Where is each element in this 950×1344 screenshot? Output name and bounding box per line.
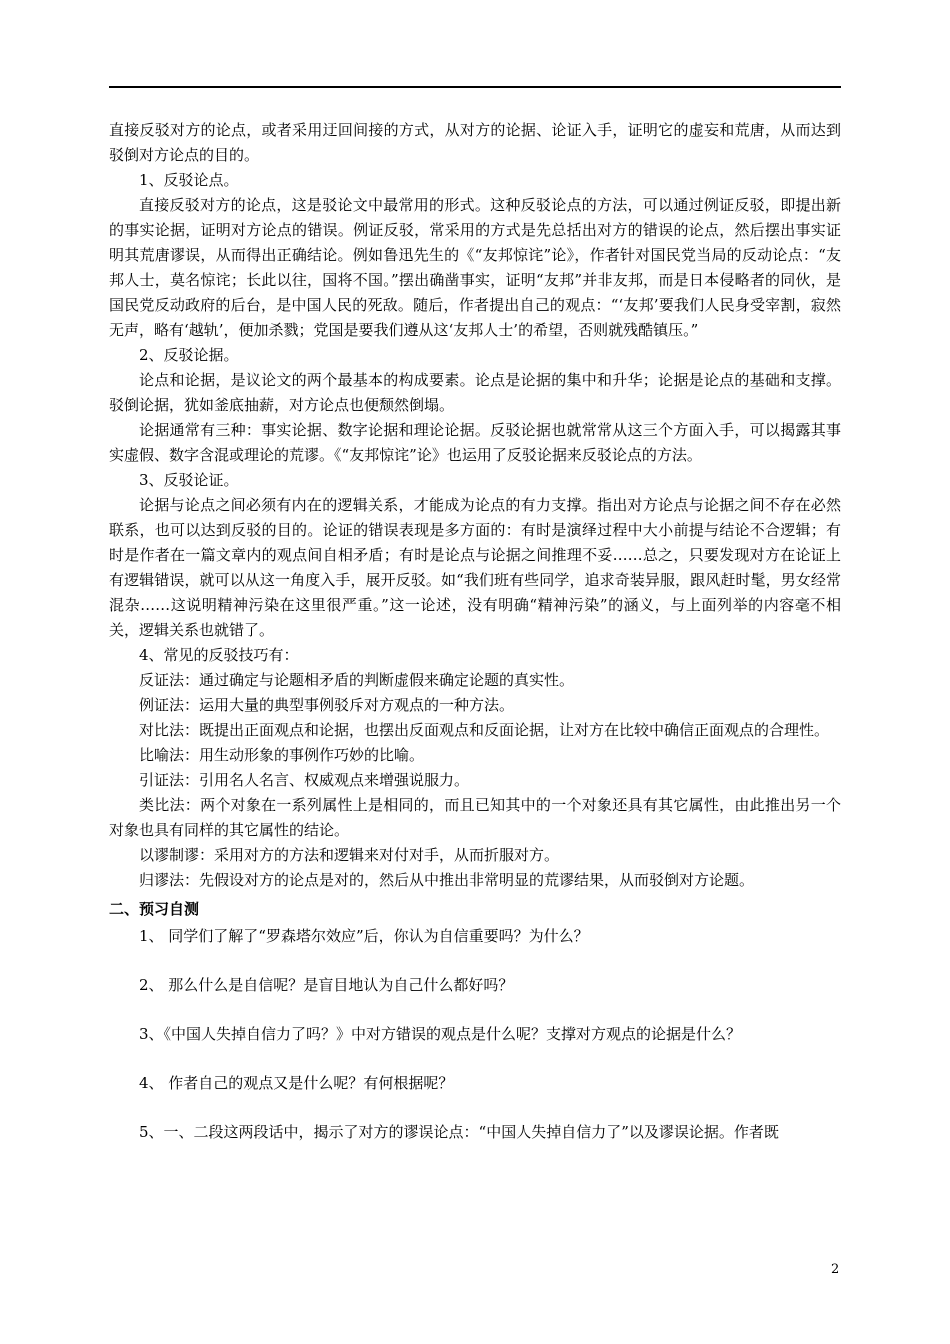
- document-body: [109, 118, 841, 1145]
- section-heading: 二、预习自测: [109, 900, 200, 918]
- question-item: 5、一、二段这两段话中，揭示了对方的谬误论点：“中国人失掉自信力了”以及谬误论据。作者既: [139, 1123, 779, 1141]
- technique-item: 比喻法：用生动形象的事例作巧妙的比喻。: [139, 746, 425, 764]
- technique-item: 以谬制谬：采用对方的方法和逻辑来对付对手，从而折服对方。: [139, 846, 560, 864]
- technique-item: 对比法：既提出正面观点和论据，也摆出反面观点和反面论据，让对方在比较中确信正面观点的合理性。: [139, 721, 830, 739]
- page-number: 2: [831, 1262, 840, 1277]
- subheading-refute-evidence: 2、反驳论据。: [139, 346, 239, 364]
- paragraph: 论据与论点之间必须有内在的逻辑关系，才能成为论点的有力支撑。指出对方论点与论据之间不存在必然联系，也可以达到反驳的目的。论证的错误表现是多方面的：有时是演绎过程中大小前提与结论不合逻辑；有时是作者在一篇文章内的观点间自相矛盾；有时是论点与论据之间推理不妥……总之，只要发现对方在论证上有逻辑错误，就可以从这一角度入手，展开反驳。如“我们班有些同学，追求奇装异服，跟风赶时髦，男女经常混杂……这说明精神污染在这里很严重。”这一论述，没有明确“精神污染”的涵义，与上面列举的内容毫不相关，逻辑关系也就错了。: [109, 496, 841, 639]
- question-item: 4、 作者自己的观点又是什么呢？有何根据呢？: [139, 1074, 454, 1092]
- question-item: 3、《中国人失掉自信力了吗？》中对方错误的观点是什么呢？支撑对方观点的论据是什么？: [139, 1025, 742, 1043]
- header-rule: [109, 86, 841, 88]
- technique-item: 反证法：通过确定与论题相矛盾的判断虚假来确定论题的真实性。: [139, 671, 575, 689]
- technique-item: 类比法：两个对象在一系列属性上是相同的，而且已知其中的一个对象还具有其它属性，由此推出另一个对象也具有同样的其它属性的结论。: [109, 796, 841, 839]
- paragraph: 直接反驳对方的论点，这是驳论文中最常用的形式。这种反驳论点的方法，可以通过例证反驳，即提出新的事实论据，证明对方论点的错误。例证反驳，常采用的方式是先总括出对方的错误的论点，然后摆出事实证明其荒唐谬误，从而得出正确结论。例如鲁迅先生的《“友邦惊诧”论》，作者针对国民党当局的反动论点：“友邦人士，莫名惊诧；长此以往，国将不国。”摆出确凿事实，证明“友邦”并非友邦，而是日本侵略者的同伙，是国民党反动政府的后台，是中国人民的死敌。随后，作者提出自己的观点：“‘友邦’要我们人民身受宰割，寂然无声，略有‘越轨’，便加杀戮；党国是要我们遵从这‘友邦人士’的希望，否则就残酷镇压。”: [109, 196, 841, 339]
- paragraph: 论据通常有三种：事实论据、数字论据和理论论据。反驳论据也就常常从这三个方面入手，可以揭露其事实虚假、数字含混或理论的荒谬。《“友邦惊诧”论》也运用了反驳论据来反驳论点的方法。: [109, 421, 841, 464]
- technique-item: 引证法：引用名人名言、权威观点来增强说服力。: [139, 771, 470, 789]
- subheading-techniques: 4、常见的反驳技巧有：: [139, 646, 299, 664]
- subheading-refute-thesis: 1、反驳论点。: [139, 171, 239, 189]
- technique-item: 归谬法：先假设对方的论点是对的，然后从中推出非常明显的荒谬结果，从而驳倒对方论题。: [139, 871, 755, 889]
- technique-item: 例证法：运用大量的典型事例驳斥对方观点的一种方法。: [139, 696, 515, 714]
- subheading-refute-argument: 3、反驳论证。: [139, 471, 239, 489]
- question-item: 2、 那么什么是自信呢？是盲目地认为自己什么都好吗？: [139, 976, 514, 994]
- paragraph: 论点和论据，是议论文的两个最基本的构成要素。论点是论据的集中和升华；论据是论点的基础和支撑。驳倒论据，犹如釜底抽薪，对方论点也便颓然倒塌。: [109, 371, 841, 414]
- paragraph: 直接反驳对方的论点，或者采用迂回间接的方式，从对方的论据、论证入手，证明它的虚妄和荒唐，从而达到驳倒对方论点的目的。: [109, 121, 841, 164]
- question-item: 1、 同学们了解了“罗森塔尔效应”后，你认为自信重要吗？为什么？: [139, 927, 589, 945]
